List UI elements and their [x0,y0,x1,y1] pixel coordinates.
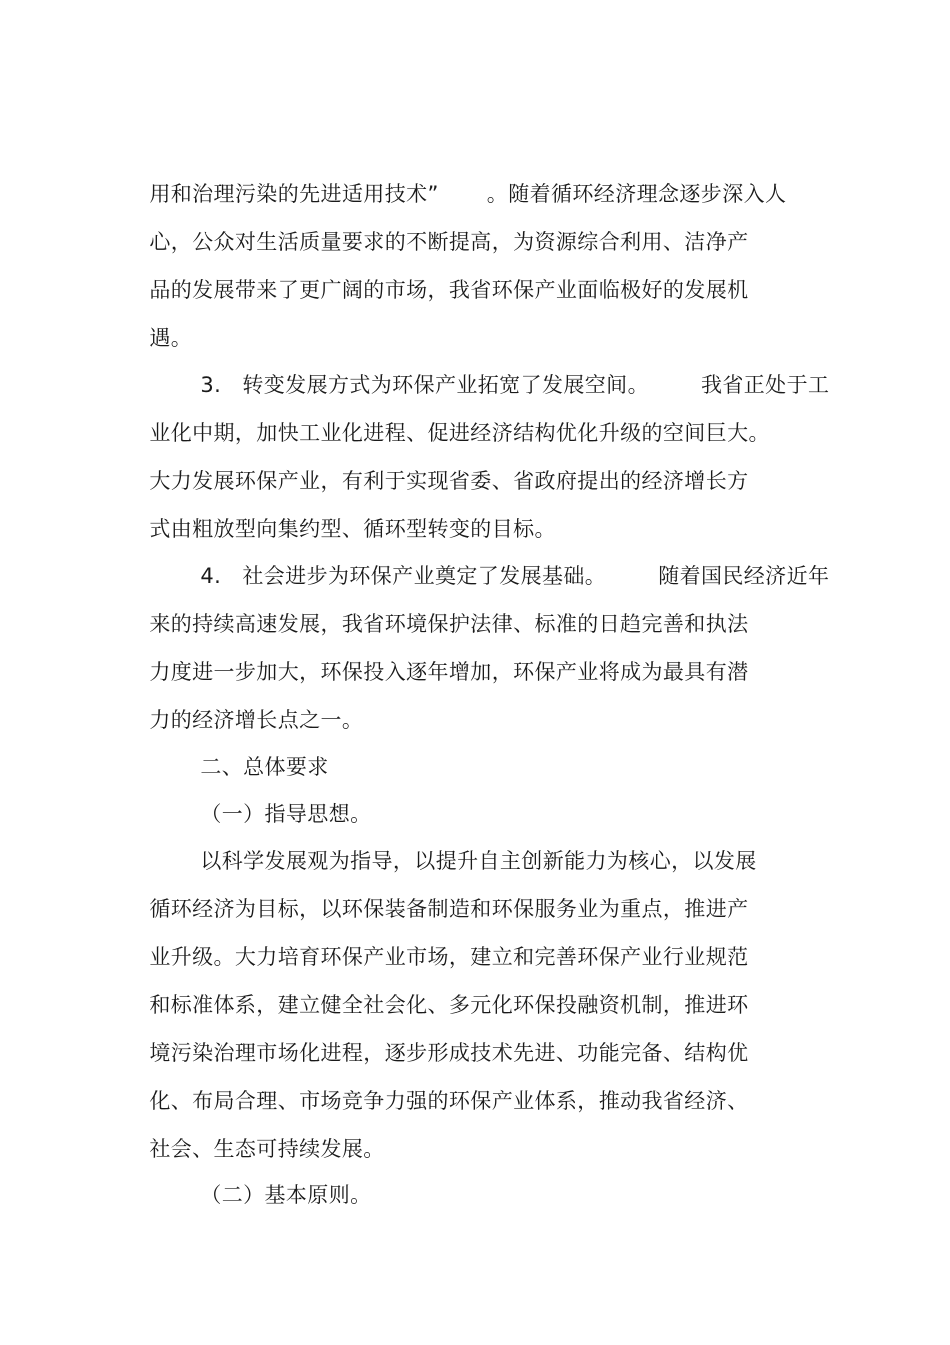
text-segment: （一）指导思想。 [200,802,372,826]
subsection-heading [172,1156,372,1234]
text-segment: 来的持续高速发展，我省环境保护法律、标准的日趋完善和执法 [149,612,749,636]
text-segment: 大力发展环保产业，有利于实现省委、省政府提出的经济增长方 [149,469,749,493]
text-segment: 随着国民经济近年 [658,564,830,588]
text-segment: 我省正处于工 [700,373,830,397]
text-segment: 4. 社会进步为环保产业奠定了发展基础。 [200,564,607,588]
text-segment: 用和治理污染的先进适用技术” [149,182,439,206]
text-segment: 化、布局合理、市场竞争力强的环保产业体系，推动我省经济、 [149,1089,749,1113]
text-segment: 。随着循环经济理念逐步深入人 [486,182,787,206]
text-segment: 循环经济为目标，以环保装备制造和环保服务业为重点，推进产 [149,897,749,921]
text-segment: （二）基本原则。 [200,1183,372,1207]
text-segment: 式由粗放型向集约型、循环型转变的目标。 [149,517,556,541]
text-segment: 心，公众对生活质量要求的不断提高，为资源综合利用、洁净产 [149,230,749,254]
text-segment: 二、总体要求 [200,755,329,779]
text-segment: 遇。 [149,326,193,350]
text-segment: 品的发展带来了更广阔的市场，我省环保产业面临极好的发展机 [149,278,749,302]
text-segment: 和标准体系，建立健全社会化、多元化环保投融资机制，推进环 [149,993,749,1017]
text-segment: 社会、生态可持续发展。 [149,1137,385,1161]
text-line [121,251,749,329]
text-segment: 以科学发展观为指导，以提升自主创新能力为核心，以发展 [200,849,757,873]
text-segment: 力的经济增长点之一。 [149,708,364,732]
text-segment: 业升级。大力培育环保产业市场，建立和完善环保产业行业规范 [149,945,749,969]
text-segment: 业化中期，加快工业化进程、促进经济结构优化升级的空间巨大。 [149,421,770,445]
text-segment: 3. 转变发展方式为环保产业拓宽了发展空间。 [200,373,649,397]
text-segment: 力度进一步加大，环保投入逐年增加，环保产业将成为最具有潜 [149,660,749,684]
text-segment: 境污染治理市场化进程，逐步形成技术先进、功能完备、结构优 [149,1041,749,1065]
